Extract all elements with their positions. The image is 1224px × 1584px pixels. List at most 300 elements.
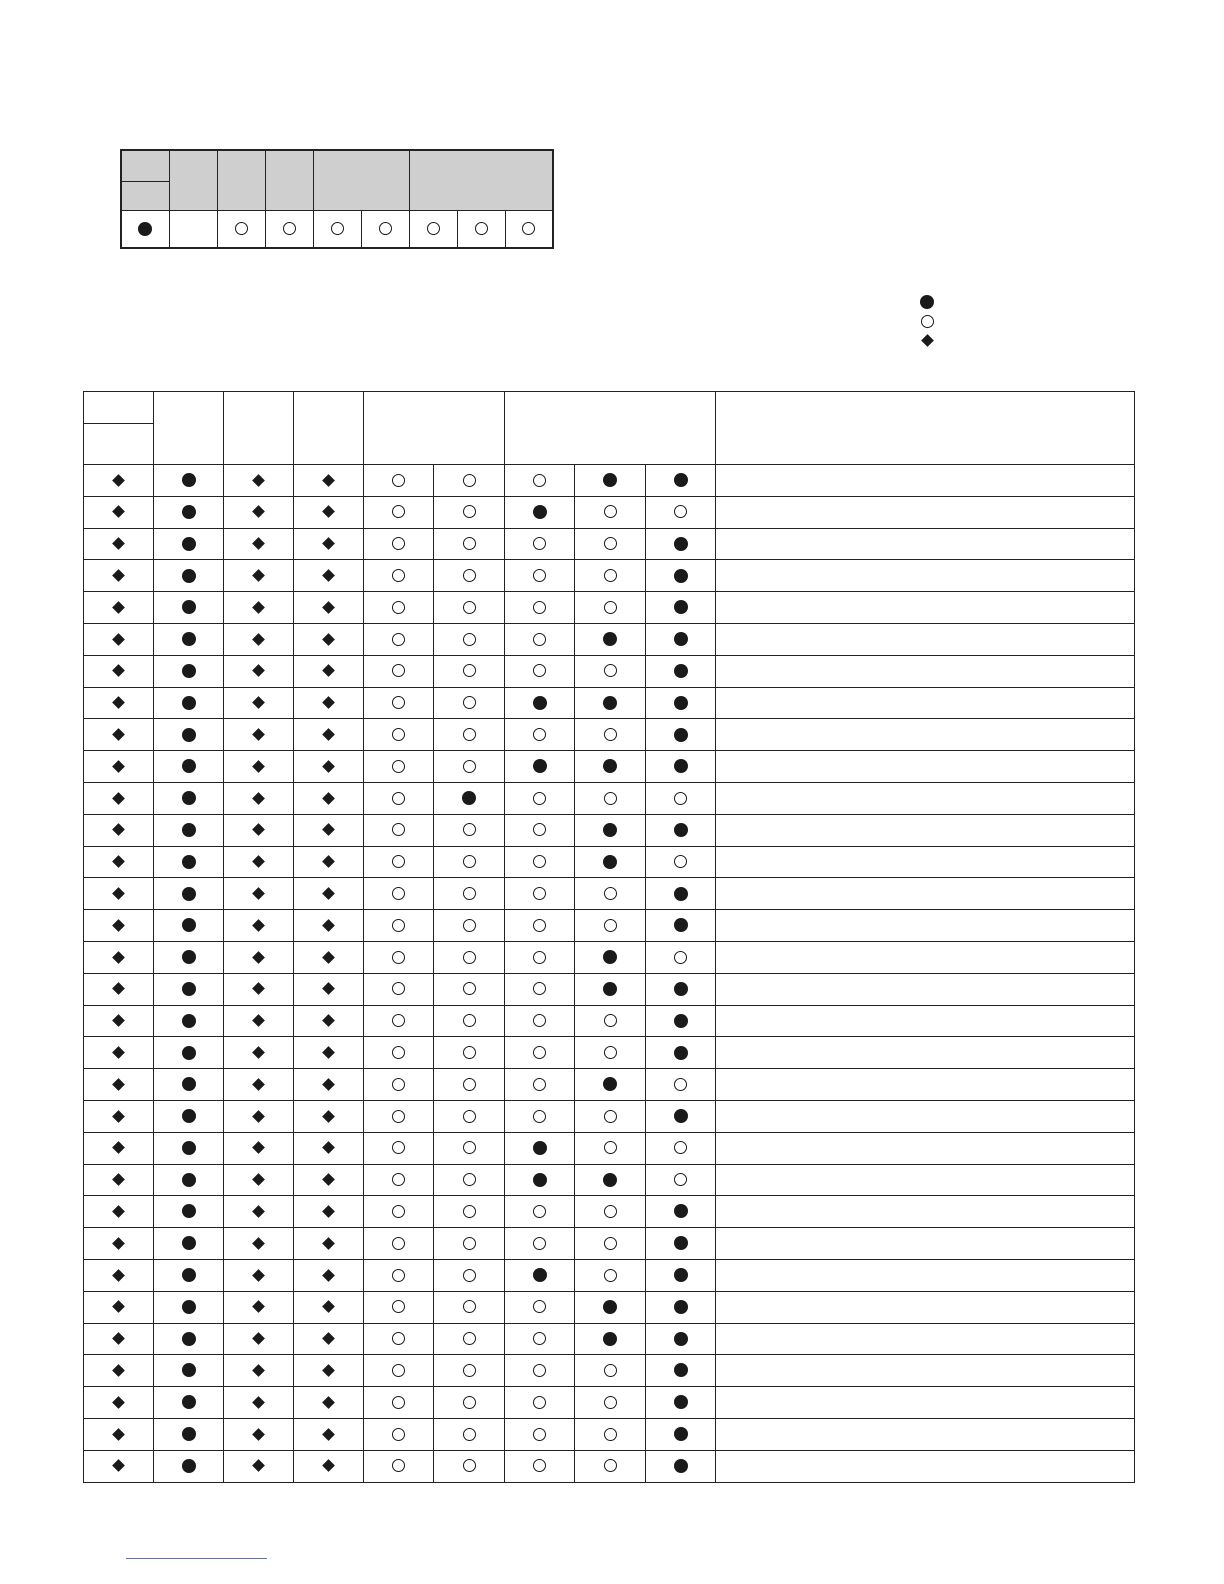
notes-cell (716, 623, 1135, 655)
open-circle-icon (604, 1459, 617, 1472)
table-cell (224, 910, 294, 942)
table-cell (505, 1037, 575, 1069)
table-cell (646, 1291, 716, 1323)
notes-cell (716, 941, 1135, 973)
open-circle-icon (463, 601, 476, 614)
table-cell (364, 687, 434, 719)
open-circle-icon (533, 1396, 546, 1409)
summary-cell (313, 210, 361, 248)
table-cell (154, 1355, 224, 1387)
filled-circle-icon (674, 887, 688, 901)
filled-circle-icon (533, 696, 547, 710)
table-cell (646, 973, 716, 1005)
filled-circle-icon (674, 632, 688, 646)
table-cell (505, 1418, 575, 1450)
table-cell (224, 1323, 294, 1355)
filled-circle-icon (674, 1268, 688, 1282)
filled-circle-icon (603, 759, 617, 773)
notes-cell (716, 973, 1135, 1005)
diamond-icon (252, 633, 265, 646)
table-cell (505, 1355, 575, 1387)
table-cell (154, 1132, 224, 1164)
table-row (84, 1069, 1135, 1101)
filled-circle-icon (674, 569, 688, 583)
table-cell (364, 814, 434, 846)
table-cell (294, 465, 364, 497)
diamond-icon (112, 1014, 125, 1027)
summary-cell (361, 210, 409, 248)
table-cell (84, 687, 154, 719)
open-circle-icon (522, 222, 535, 235)
table-cell (224, 1228, 294, 1260)
table-cell (154, 751, 224, 783)
open-circle-icon (463, 1046, 476, 1059)
diamond-icon (252, 537, 265, 550)
table-cell (84, 592, 154, 624)
table-cell (505, 1100, 575, 1132)
open-circle-icon (283, 222, 296, 235)
summary-header-cell (217, 150, 265, 210)
diamond-icon (322, 1046, 335, 1059)
diamond-icon (921, 334, 934, 347)
table-cell (364, 782, 434, 814)
table-cell (154, 878, 224, 910)
table-cell (575, 910, 646, 942)
open-circle-icon (604, 1205, 617, 1218)
summary-header-cell (121, 150, 169, 181)
open-circle-icon (604, 1110, 617, 1123)
table-cell (364, 1450, 434, 1482)
table-cell (224, 782, 294, 814)
table-cell (505, 846, 575, 878)
table-cell (505, 1164, 575, 1196)
filled-circle-icon (674, 600, 688, 614)
table-cell (84, 1069, 154, 1101)
table-cell (224, 1259, 294, 1291)
table-cell (575, 1037, 646, 1069)
open-circle-icon (463, 855, 476, 868)
table-cell (154, 1418, 224, 1450)
table-cell (575, 1164, 646, 1196)
table-cell (154, 941, 224, 973)
table-cell (364, 1037, 434, 1069)
table-cell (154, 910, 224, 942)
filled-circle-icon (603, 473, 617, 487)
diamond-icon (112, 696, 125, 709)
table-cell (224, 751, 294, 783)
table-cell (294, 1196, 364, 1228)
table-cell (364, 528, 434, 560)
diamond-icon (112, 506, 125, 519)
table-cell (434, 1291, 505, 1323)
summary-header-group (313, 150, 409, 210)
filled-circle-icon (182, 1300, 196, 1314)
diamond-icon (112, 1046, 125, 1059)
table-cell (294, 910, 364, 942)
table-cell (646, 1259, 716, 1291)
table-cell (646, 623, 716, 655)
table-cell (646, 1005, 716, 1037)
diamond-icon (252, 887, 265, 900)
open-circle-icon (604, 664, 617, 677)
diamond-icon (112, 919, 125, 932)
table-cell (575, 1450, 646, 1482)
notes-cell (716, 592, 1135, 624)
table-cell (364, 751, 434, 783)
table-cell (434, 1132, 505, 1164)
table-cell (575, 560, 646, 592)
filled-circle-icon (182, 1427, 196, 1441)
table-cell (575, 1100, 646, 1132)
legend-item (917, 312, 937, 332)
table-cell (294, 782, 364, 814)
filled-circle-icon (138, 222, 152, 236)
open-circle-icon (392, 1173, 405, 1186)
table-cell (575, 751, 646, 783)
table-cell (84, 1100, 154, 1132)
table-cell (224, 1450, 294, 1482)
diamond-icon (252, 506, 265, 519)
table-cell (84, 1037, 154, 1069)
table-cell (154, 719, 224, 751)
open-circle-icon (392, 1237, 405, 1250)
table-cell (294, 560, 364, 592)
summary-header-group (409, 150, 553, 210)
table-row (84, 496, 1135, 528)
filled-circle-icon (603, 696, 617, 710)
open-circle-icon (533, 1237, 546, 1250)
table-cell (575, 1005, 646, 1037)
header-cell (84, 424, 154, 465)
notes-cell (716, 814, 1135, 846)
table-cell (364, 655, 434, 687)
open-circle-icon (392, 951, 405, 964)
diamond-icon (112, 1269, 125, 1282)
diamond-icon (112, 792, 125, 805)
open-circle-icon (533, 887, 546, 900)
filled-circle-icon (182, 1459, 196, 1473)
table-cell (434, 1355, 505, 1387)
table-cell (646, 687, 716, 719)
open-circle-icon (392, 505, 405, 518)
filled-circle-icon (182, 1395, 196, 1409)
table-cell (646, 878, 716, 910)
open-circle-icon (392, 1014, 405, 1027)
filled-circle-icon (182, 1363, 196, 1377)
table-cell (84, 1259, 154, 1291)
open-circle-icon (674, 505, 687, 518)
notes-cell (716, 528, 1135, 560)
open-circle-icon (533, 823, 546, 836)
filled-circle-icon (182, 600, 196, 614)
table-cell (294, 1323, 364, 1355)
diamond-icon (112, 951, 125, 964)
filled-circle-icon (462, 791, 476, 805)
table-cell (505, 592, 575, 624)
open-circle-icon (604, 919, 617, 932)
summary-table (120, 149, 554, 249)
table-cell (505, 560, 575, 592)
table-cell (224, 846, 294, 878)
notes-cell (716, 687, 1135, 719)
open-circle-icon (604, 792, 617, 805)
diamond-icon (322, 665, 335, 678)
open-circle-icon (533, 1364, 546, 1377)
table-row (84, 1355, 1135, 1387)
filled-circle-icon (603, 982, 617, 996)
diamond-icon (252, 665, 265, 678)
table-cell (154, 687, 224, 719)
table-cell (294, 846, 364, 878)
table-cell (575, 1069, 646, 1101)
notes-cell (716, 751, 1135, 783)
notes-header (716, 392, 1135, 465)
table-cell (434, 1387, 505, 1419)
table-cell (154, 560, 224, 592)
summary-header-cell (169, 150, 217, 210)
filled-circle-icon (674, 1332, 688, 1346)
filled-circle-icon (674, 696, 688, 710)
table-cell (154, 1069, 224, 1101)
table-cell (434, 687, 505, 719)
notes-cell (716, 910, 1135, 942)
diamond-icon (322, 474, 335, 487)
open-circle-icon (463, 633, 476, 646)
table-cell (364, 592, 434, 624)
table-cell (505, 910, 575, 942)
diamond-icon (322, 1142, 335, 1155)
table-row (84, 1132, 1135, 1164)
table-cell (364, 560, 434, 592)
table-cell (646, 465, 716, 497)
table-cell (84, 1005, 154, 1037)
filled-circle-icon (674, 982, 688, 996)
diamond-icon (252, 1301, 265, 1314)
open-circle-icon (463, 1396, 476, 1409)
symbol-legend (917, 292, 937, 351)
table-cell (84, 496, 154, 528)
table-cell (575, 528, 646, 560)
diamond-icon (252, 696, 265, 709)
summary-cell (169, 210, 217, 248)
table-cell (84, 846, 154, 878)
open-circle-icon (463, 664, 476, 677)
filled-circle-icon (182, 1173, 196, 1187)
table-cell (154, 1100, 224, 1132)
open-circle-icon (674, 855, 687, 868)
notes-cell (716, 560, 1135, 592)
open-circle-icon (392, 569, 405, 582)
table-row (84, 910, 1135, 942)
diamond-icon (252, 601, 265, 614)
table-cell (434, 751, 505, 783)
summary-cell (409, 210, 457, 248)
table-cell (154, 465, 224, 497)
diamond-icon (112, 983, 125, 996)
open-circle-icon (463, 537, 476, 550)
table-cell (505, 973, 575, 1005)
open-circle-icon (604, 1396, 617, 1409)
summary-values-row (121, 210, 553, 248)
table-cell (294, 1228, 364, 1260)
table-row (84, 1387, 1135, 1419)
open-circle-icon (463, 982, 476, 995)
table-cell (575, 687, 646, 719)
open-circle-icon (392, 760, 405, 773)
open-circle-icon (463, 1459, 476, 1472)
filled-circle-icon (182, 918, 196, 932)
open-circle-icon (604, 569, 617, 582)
table-row (84, 1418, 1135, 1450)
notes-cell (716, 1259, 1135, 1291)
notes-cell (716, 1100, 1135, 1132)
table-cell (294, 1387, 364, 1419)
diamond-icon (252, 1142, 265, 1155)
table-cell (154, 623, 224, 655)
filled-circle-icon (674, 918, 688, 932)
table-cell (575, 623, 646, 655)
table-cell (646, 560, 716, 592)
open-circle-icon (533, 1205, 546, 1218)
open-circle-icon (392, 823, 405, 836)
diamond-icon (322, 633, 335, 646)
table-row (84, 1100, 1135, 1132)
footer-link-rule (126, 1558, 267, 1559)
table-cell (154, 782, 224, 814)
diamond-icon (252, 1269, 265, 1282)
table-cell (364, 1100, 434, 1132)
table-cell (84, 814, 154, 846)
table-cell (646, 1196, 716, 1228)
diamond-icon (322, 506, 335, 519)
table-cell (646, 1100, 716, 1132)
table-row (84, 1005, 1135, 1037)
table-cell (154, 1228, 224, 1260)
open-circle-icon (392, 1110, 405, 1123)
table-cell (575, 496, 646, 528)
table-cell (84, 782, 154, 814)
table-cell (84, 910, 154, 942)
open-circle-icon (533, 982, 546, 995)
header-group (505, 392, 716, 465)
open-circle-icon (392, 855, 405, 868)
table-cell (434, 1450, 505, 1482)
table-cell (224, 465, 294, 497)
open-circle-icon (392, 1300, 405, 1313)
diamond-icon (252, 728, 265, 741)
notes-cell (716, 1069, 1135, 1101)
table-cell (364, 973, 434, 1005)
table-cell (294, 814, 364, 846)
table-cell (84, 1418, 154, 1450)
open-circle-icon (392, 474, 405, 487)
open-circle-icon (392, 537, 405, 550)
notes-cell (716, 1005, 1135, 1037)
table-cell (224, 1418, 294, 1450)
filled-circle-icon (182, 1077, 196, 1091)
table-cell (224, 687, 294, 719)
table-cell (154, 1196, 224, 1228)
diamond-icon (252, 792, 265, 805)
table-cell (646, 846, 716, 878)
table-cell (154, 1323, 224, 1355)
table-cell (646, 496, 716, 528)
notes-cell (716, 1037, 1135, 1069)
open-circle-icon (392, 1078, 405, 1091)
table-cell (646, 1418, 716, 1450)
filled-circle-icon (182, 1141, 196, 1155)
table-cell (505, 1450, 575, 1482)
table-row (84, 846, 1135, 878)
open-circle-icon (463, 505, 476, 518)
open-circle-icon (604, 887, 617, 900)
diamond-icon (112, 1205, 125, 1218)
table-cell (505, 878, 575, 910)
table-cell (505, 1291, 575, 1323)
open-circle-icon (392, 982, 405, 995)
diamond-icon (252, 1428, 265, 1441)
diamond-icon (322, 1428, 335, 1441)
diamond-icon (252, 1237, 265, 1250)
table-cell (575, 1132, 646, 1164)
table-cell (364, 1291, 434, 1323)
table-cell (364, 1196, 434, 1228)
open-circle-icon (392, 664, 405, 677)
diamond-icon (112, 855, 125, 868)
diamond-icon (322, 1301, 335, 1314)
notes-cell (716, 1291, 1135, 1323)
open-circle-icon (463, 1110, 476, 1123)
filled-circle-icon (182, 759, 196, 773)
table-cell (575, 592, 646, 624)
filled-circle-icon (182, 632, 196, 646)
table-cell (224, 1100, 294, 1132)
diamond-icon (322, 1014, 335, 1027)
filled-circle-icon (182, 887, 196, 901)
diamond-icon (112, 537, 125, 550)
table-cell (224, 528, 294, 560)
table-row (84, 1164, 1135, 1196)
table-row (84, 1037, 1135, 1069)
diamond-icon (252, 919, 265, 932)
open-circle-icon (392, 919, 405, 932)
open-circle-icon (392, 792, 405, 805)
filled-circle-icon (533, 759, 547, 773)
open-circle-icon (533, 728, 546, 741)
table-cell (434, 1418, 505, 1450)
filled-circle-icon (603, 632, 617, 646)
diamond-icon (112, 633, 125, 646)
header-cell (224, 392, 294, 465)
open-circle-icon (604, 1046, 617, 1059)
table-cell (646, 782, 716, 814)
filled-circle-icon (674, 1109, 688, 1123)
diamond-icon (322, 1364, 335, 1377)
open-circle-icon (463, 1141, 476, 1154)
filled-circle-icon (182, 1332, 196, 1346)
diamond-icon (252, 569, 265, 582)
table-cell (294, 655, 364, 687)
legend-item (917, 292, 937, 312)
table-cell (154, 1387, 224, 1419)
open-circle-icon (533, 919, 546, 932)
table-cell (294, 1164, 364, 1196)
open-circle-icon (533, 569, 546, 582)
diamond-icon (252, 1459, 265, 1472)
table-cell (575, 1228, 646, 1260)
notes-cell (716, 1228, 1135, 1260)
filled-circle-icon (603, 823, 617, 837)
